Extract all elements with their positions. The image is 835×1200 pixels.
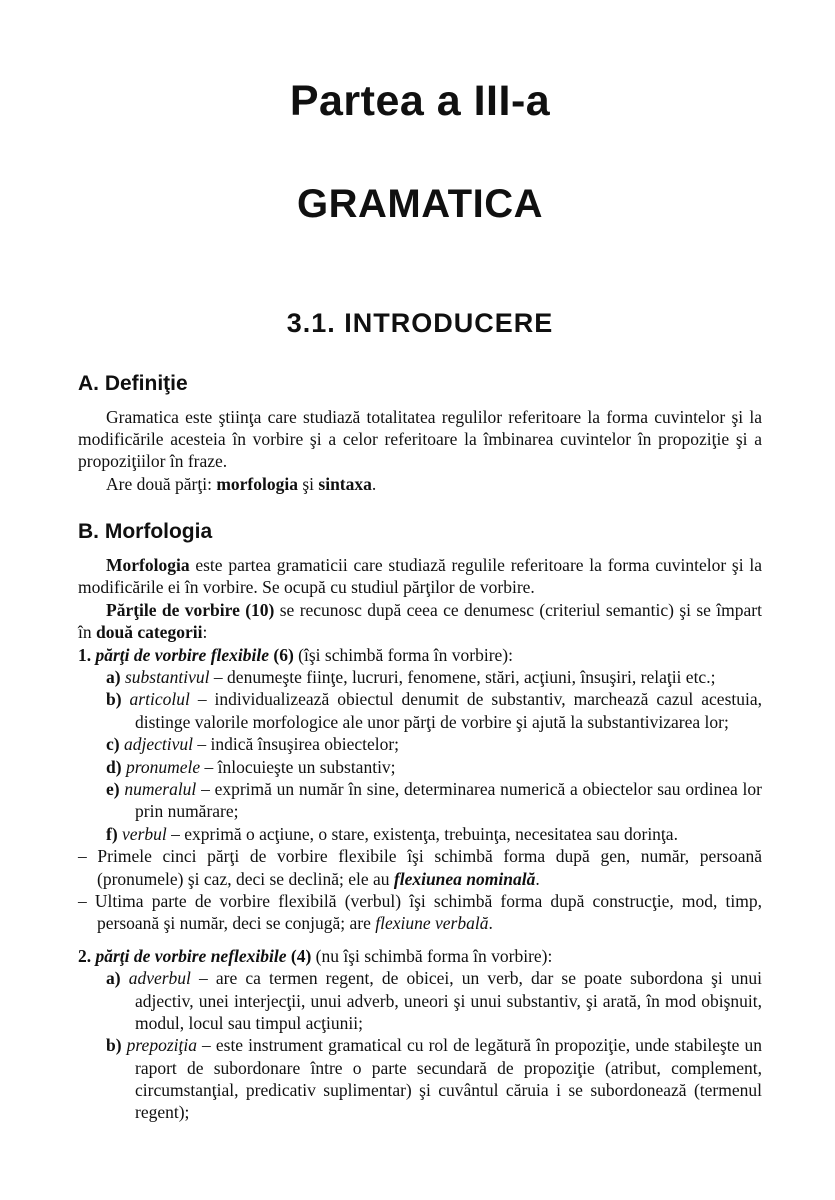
list-item-adverbul: a) adverbul – are ca termen regent, de obicei, un verb, dar se poate subordona şi unui adjectiv, unei interjecţii, unui adverb, uneori şi unui substantiv, şi arată, în mod obişnuit, modul, locul sau timpul acţiunii; bbox=[106, 968, 762, 1033]
heading-definitie: A. Definiţie bbox=[78, 371, 188, 395]
heading-morfologia: B. Morfologia bbox=[78, 520, 213, 544]
list-item-articolul: b) articolul – individualizează obiectul denumit de substantiv, marchează cazul acestuia, distinge valorile morfologice ale unor părţi de vorbire şi ajută la substantivizarea lor; bbox=[106, 689, 762, 732]
list-item-numeralul: e) numeralul – exprimă un număr în sine, determinarea numerică a obiectelor sau ordinea lor prin numărare; bbox=[106, 778, 762, 822]
part-subtitle: GRAMATICA bbox=[297, 182, 543, 227]
section-title: 3.1. INTRODUCERE bbox=[286, 308, 554, 339]
list-item-pronumele: d) pronumele – înlocuieşte un substantiv; bbox=[106, 756, 396, 777]
list-item-neflexibile: 2. părţi de vorbire neflexibile (4) (nu îşi schimbă forma în vorbire): bbox=[78, 945, 553, 966]
list-item-verbul: f) verbul – exprimă o acţiune, o stare, existenţa, trebuinţa, necesitatea sau dorinţa. bbox=[106, 823, 678, 844]
paragraph-flexiune-nominala: – Primele cinci părţi de vorbire flexibile îşi schimbă forma după gen, număr, persoană (pronumele) şi caz, deci se declină; ele au flexiunea nominală. bbox=[78, 846, 762, 889]
list-item-adjectivul: c) adjectivul – indică însuşirea obiectelor; bbox=[106, 734, 400, 755]
list-item-flexibile: 1. părţi de vorbire flexibile (6) (îşi schimbă forma în vorbire): bbox=[78, 644, 513, 665]
part-title: Partea a III-a bbox=[289, 77, 551, 125]
paragraph-partile-de-vorbire: Părţile de vorbire (10) se recunosc după ceea ce denumesc (criteriul semantic) şi se împart în două categorii: bbox=[78, 599, 762, 643]
paragraph-definitie: Gramatica este ştiinţa care studiază totalitatea regulilor referitoare la forma cuvintelor şi la modificările acesteia în vorbire şi a celor referitoare la îmbinarea cuvintelor în propoziţie şi a propoziţiilor în fraze. bbox=[78, 406, 762, 472]
paragraph-doua-parti: Are două părţi: morfologia şi sintaxa. bbox=[106, 473, 377, 494]
list-item-prepozitia: b) prepoziţia – este instrument gramatical cu rol de legătură în propoziţie, unde stabileşte un raport de subordonare între o parte secundară de propoziţie (atribut, complement, circumstanţial, predicativ suplimentar) şi cuvântul căruia i se subordonează (termenul regent); bbox=[106, 1035, 762, 1123]
paragraph-flexiune-verbala: – Ultima parte de vorbire flexibilă (verbul) îşi schimbă forma după construcţie, mod, timp, persoană şi număr, deci se conjugă; are flexiune verbală. bbox=[78, 890, 762, 934]
list-item-substantivul: a) substantivul – denumeşte fiinţe, lucruri, fenomene, stări, acţiuni, însuşiri, relaţii etc.; bbox=[106, 667, 716, 688]
paragraph-morfologia: Morfologia este partea gramaticii care studiază regulile referitoare la forma cuvintelor şi la modificările ei în vorbire. Se ocupă cu studiul părţilor de vorbire. bbox=[78, 555, 762, 598]
